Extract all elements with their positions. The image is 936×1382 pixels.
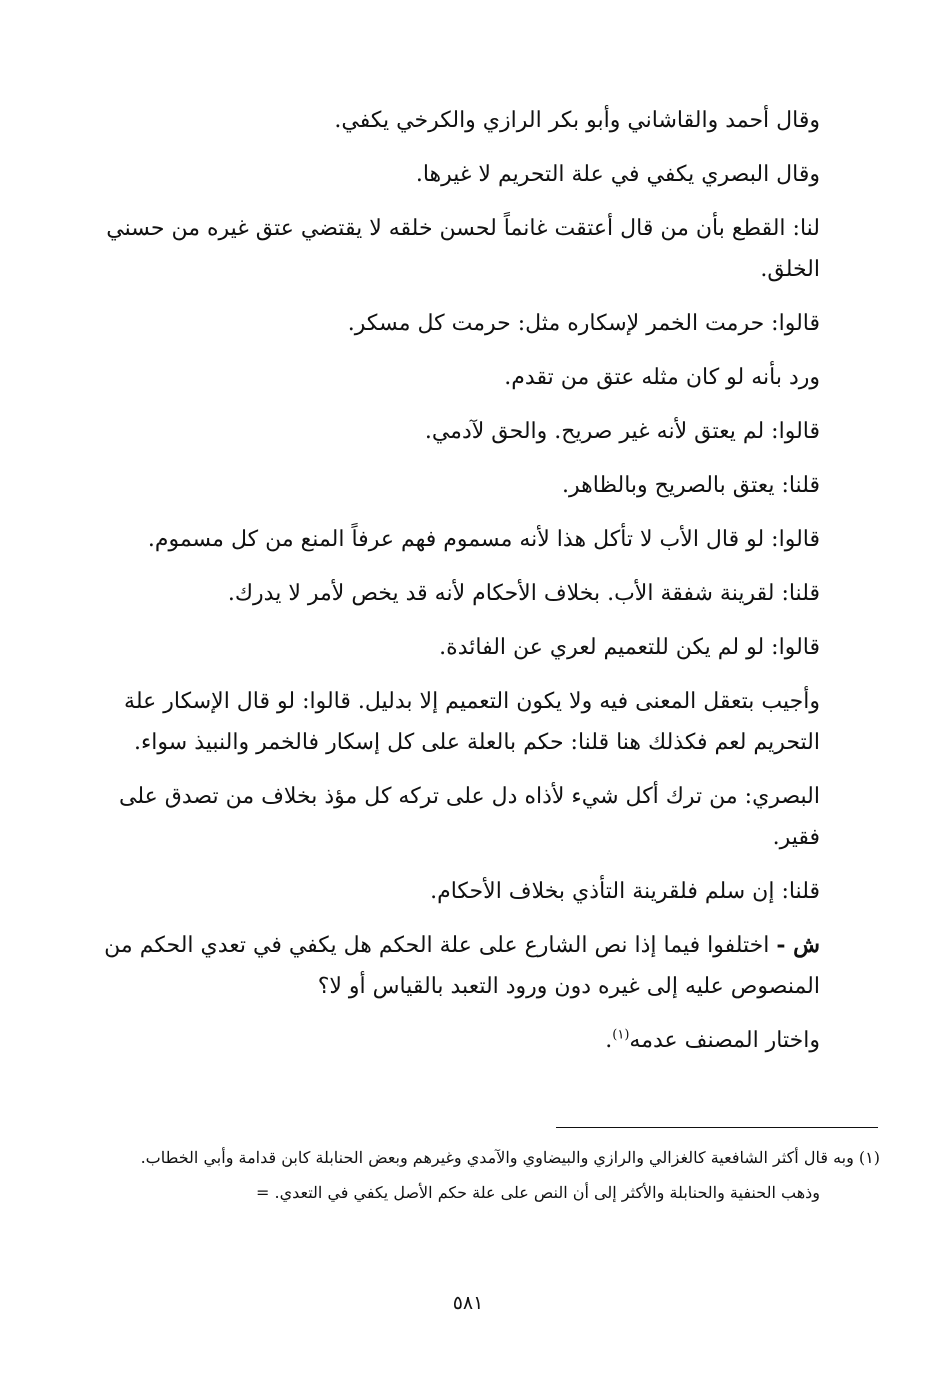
footnotes (100, 1143, 880, 1213)
footnote-1: (١) وبه قال أكثر الشافعية كالغزالي والرازي والبيضاوي والآمدي وغيرهم وبعض الحنابلة كابن قدامة وأبي الخطاب. (140, 1148, 880, 1167)
paragraph-12: البصري: من ترك أكل شيء لأذاه دل على تركه كل مؤذ بخلاف من تصدق على فقير. (119, 784, 820, 850)
paragraph-5: ورد بأنه لو كان مثله عتق من تقدم. (504, 365, 820, 390)
paragraph-4: قالوا: حرمت الخمر لإسكاره مثل: حرمت كل مسكر. (347, 311, 820, 336)
paragraph-13: قلنا: إن سلم فلقرينة التأذي بخلاف الأحكام. (430, 879, 820, 904)
closing-end: . (605, 1028, 613, 1053)
paragraph-2: وقال البصري يكفي في علة التحريم لا غيرها. (415, 162, 820, 187)
paragraph-3: لنا: القطع بأن من قال أعتقت غانماً لحسن خلقه لا يقتضي عتق غيره من حسني الخلق. (106, 216, 820, 282)
commentary-marker: ش - (776, 932, 820, 958)
paragraph-6: قالوا: لم يعتق لأنه غير صريح. والحق لآدمي. (424, 419, 820, 444)
commentary-text: اختلفوا فيما إذا نص الشارع على علة الحكم هل يكفي في تعدي الحكم من المنصوص عليه إلى غيره دون ورود التعبد بالقياس أو لا؟ (104, 933, 820, 999)
paragraph-11: وأجيب بتعقل المعنى فيه ولا يكون التعميم إلا بدليل. قالوا: لو قال الإسكار علة التحريم لعم فكذلك هنا قلنا: حكم بالعلة على كل إسكار فالخمر والنبيذ سواء. (124, 689, 820, 755)
footnote-divider (556, 1127, 878, 1128)
main-text (100, 100, 880, 1074)
paragraph-8: قالوا: لو قال الأب لا تأكل هذا لأنه مسموم فهم عرفاً المنع من كل مسموم. (147, 527, 820, 552)
paragraph-9: قلنا: لقرينة شفقة الأب. بخلاف الأحكام لأنه قد يخص لأمر لا يدرك. (227, 581, 820, 606)
paragraph-7: قلنا: يعتق بالصريح وبالظاهر. (562, 473, 820, 498)
page-number: ٥٨١ (452, 1292, 484, 1314)
footnote-reference: (١) (612, 1027, 630, 1043)
paragraph-10: قالوا: لو لم يكن للتعميم لعري عن الفائدة. (439, 635, 820, 660)
closing-paragraph (100, 1020, 880, 1061)
paragraph-1: وقال أحمد والقاشاني وأبو بكر الرازي والكرخي يكفي. (334, 108, 820, 133)
footnote-2: وذهب الحنفية والحنابلة والأكثر إلى أن النص على علة حكم الأصل يكفي في التعدي. = (256, 1183, 820, 1202)
commentary-paragraph (100, 925, 880, 1007)
closing-text: واختار المصنف عدمه (629, 1028, 820, 1053)
